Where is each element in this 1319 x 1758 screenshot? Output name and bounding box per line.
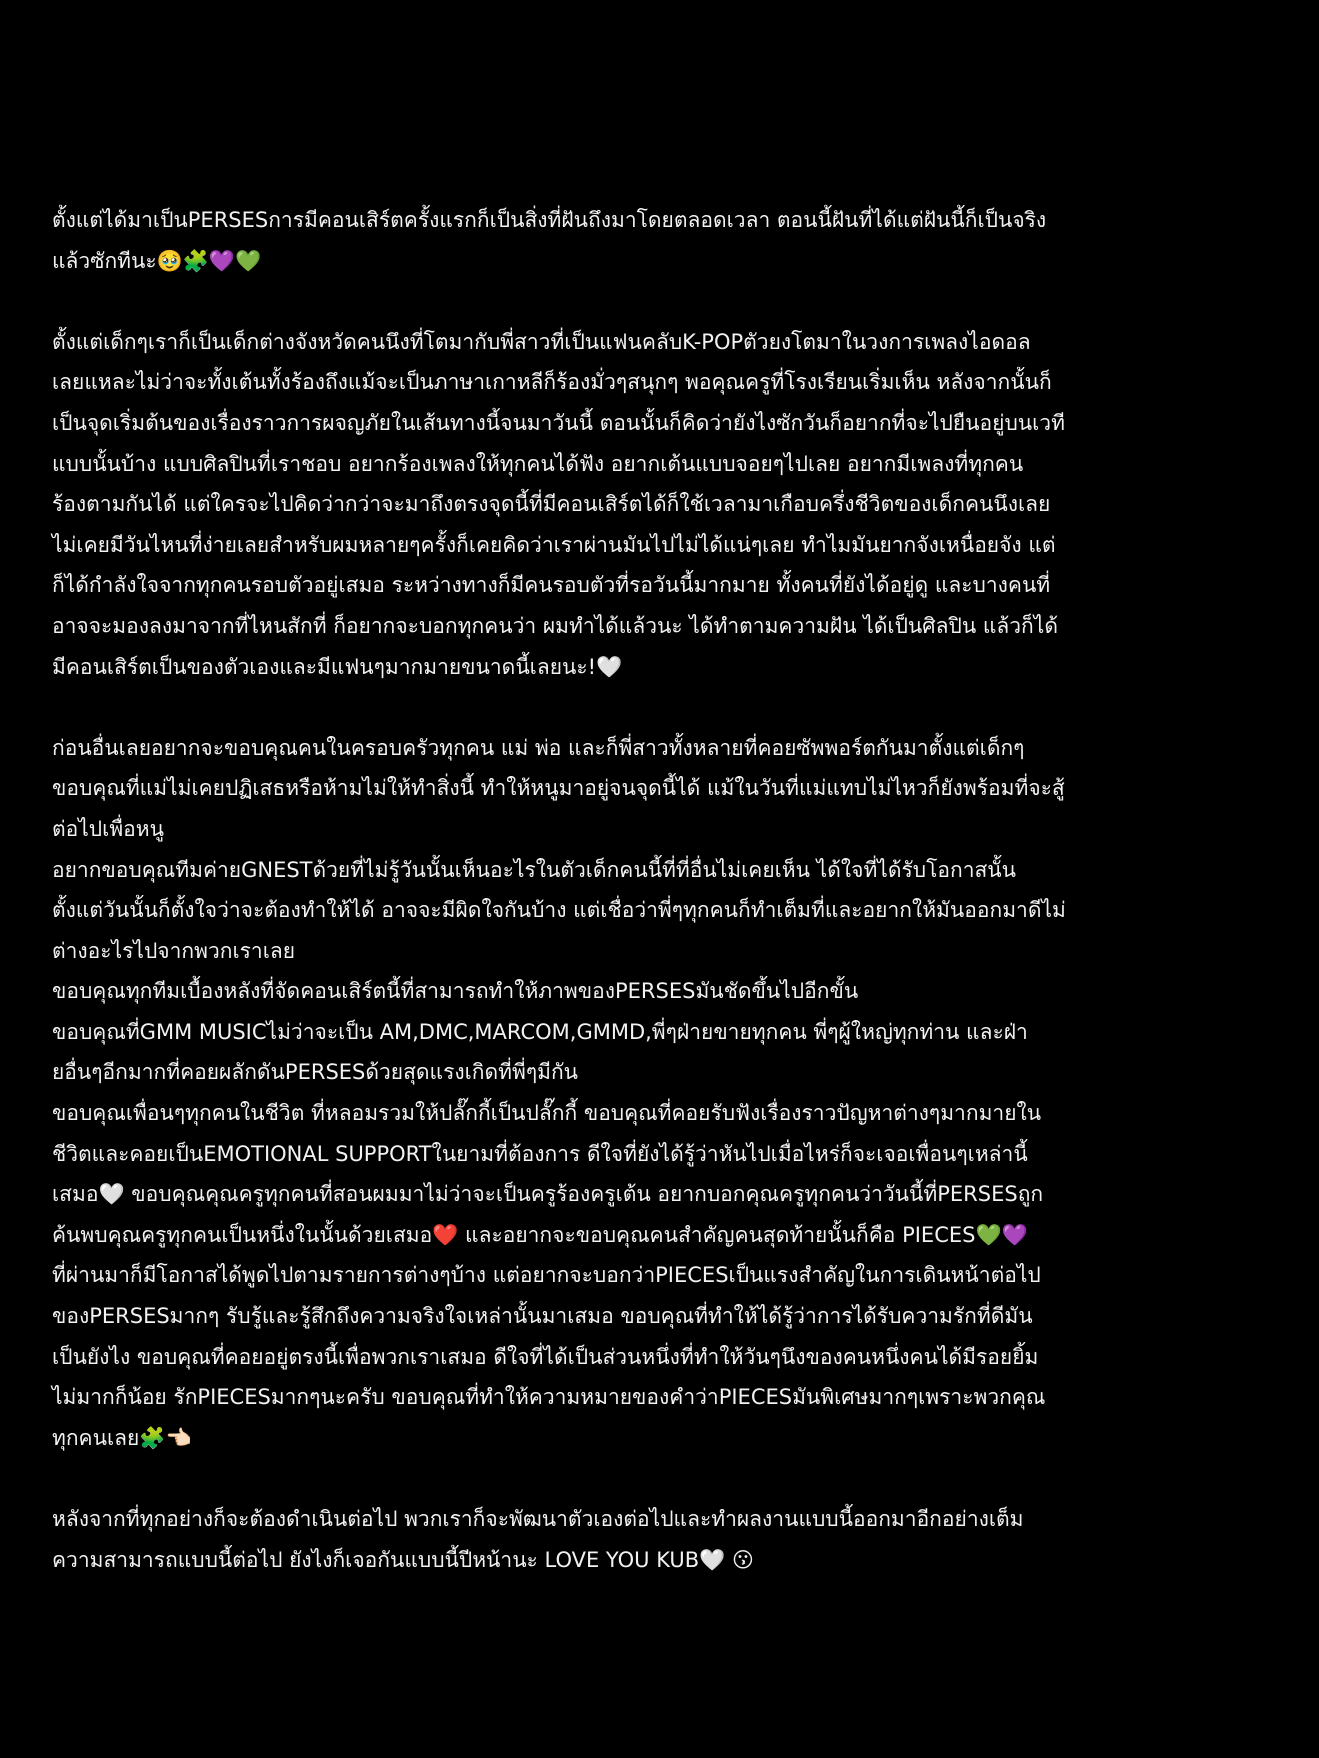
text-line: ต่อไปเพื่อหนู	[52, 816, 164, 841]
text-line: เลยแหละไม่ว่าจะทั้งเต้นทั้งร้องถึงแม้จะเป็นภาษาเกาหลีก็ร้องมั่วๆสนุกๆ พอคุณครูที่โรงเรียนเริ่มเห็น หลังจากนั้นก็	[52, 370, 1052, 395]
text-line: ขอบคุณเพื่อนๆทุกคนในชีวิต ที่หลอมรวมให้ปลั๊กกี้เป็นปลั๊กกี้ ขอบคุณที่คอยรับฟังเรื่องราวปัญหาต่างๆมากมายใน	[52, 1101, 1042, 1126]
text-line: ขอบคุณที่แม่ไม่เคยปฏิเสธหรือห้ามไม่ให้ทำสิ่งนี้ ทำให้หนูมาอยู่จนจุดนี้ได้ แม้ในวันที่แม่แทบไม่ไหวก็ยังพร้อมที่จะสู้	[52, 776, 1065, 801]
paragraph-closing	[52, 1499, 1277, 1580]
text-line: มีคอนเสิร์ตเป็นของตัวเองและมีแฟนๆมากมายขนาดนี้เลยนะ!🤍	[52, 654, 623, 679]
text-line: ขอบคุณทุกทีมเบื้องหลังที่จัดคอนเสิร์ตนี้ที่สามารถทำให้ภาพของPERSESมันชัดขึ้นไปอีกขั้น	[52, 979, 859, 1004]
text-line: ร้องตามกันได้ แต่ใครจะไปคิดว่ากว่าจะมาถึงตรงจุดนี้ที่มีคอนเสิร์ตได้ก็ใช้เวลามาเกือบครึ่งชีวิตของเด็กคนนึงเลย	[52, 492, 1051, 517]
text-line: ตั้งแต่เด็กๆเราก็เป็นเด็กต่างจังหวัดคนนึงที่โตมากับพี่สาวที่เป็นแฟนคลับK-POPตัวยงโตมาในวงการเพลงไอดอล	[52, 329, 1031, 354]
text-line: ค้นพบคุณครูทุกคนเป็นหนึ่งในนั้นด้วยเสมอ❤️ และอยากจะขอบคุณคนสำคัญคนสุดท้ายนั้นก็คือ PIECES💚💜	[52, 1222, 1028, 1247]
text-line: เสมอ🤍 ขอบคุณคุณครูทุกคนที่สอนผมมาไม่ว่าจะเป็นครูร้องครูเต้น อยากบอกคุณครูทุกคนว่าวันนี้ที่PERSESถูก	[52, 1182, 1044, 1207]
text-line: ตั้งแต่วันนั้นก็ตั้งใจว่าจะต้องทำให้ได้ อาจจะมีผิดใจกันบ้าง แต่เชื่อว่าพี่ๆทุกคนก็ทำเต็มที่และอยากให้มันออกมาดีไม่	[52, 898, 1066, 923]
text-line: ขอบคุณที่GMM MUSICไม่ว่าจะเป็น AM,DMC,MARCOM,GMMD,พี่ๆฝ่ายขายทุกคน พี่ๆผู้ใหญ่ทุกท่าน และฝ่า	[52, 1019, 1028, 1044]
paragraph-story	[52, 322, 1277, 687]
text-line: ทุกคนเลย🧩👈🏻	[52, 1425, 192, 1450]
text-line: ชีวิตและคอยเป็นEMOTIONAL SUPPORTในยามที่ต้องการ ดีใจที่ยังได้รู้ว่าหันไปเมื่อไหร่ก็จะเจอเพื่อนๆเหล่านี้	[52, 1141, 1028, 1166]
text-line: ต่างอะไรไปจากพวกเราเลย	[52, 938, 296, 963]
text-line: แล้วซักทีนะ🥹🧩💜💚	[52, 248, 262, 273]
text-line: อาจจะมองลงมาจากที่ไหนสักที่ ก็อยากจะบอกทุกคนว่า ผมทำได้แล้วนะ ได้ทำตามความฝัน ได้เป็นศิลปิน แล้วก็ได้	[52, 613, 1058, 638]
text-line: แบบนั้นบ้าง แบบศิลปินที่เราชอบ อยากร้องเพลงให้ทุกคนได้ฟัง อยากเต้นแบบจอยๆไปเลย อยากมีเพลงที่ทุกคน	[52, 451, 1024, 476]
paragraph-intro	[52, 200, 1277, 281]
text-line: เป็นจุดเริ่มต้นของเรื่องราวการผจญภัยในเส้นทางนี้จนมาวันนี้ ตอนนั้นก็คิดว่ายังไงซักวันก็อยากที่จะไปยืนอยู่บนเวที	[52, 410, 1065, 435]
text-line: เป็นยังไง ขอบคุณที่คอยอยู่ตรงนี้เพื่อพวกเราเสมอ ดีใจที่ได้เป็นส่วนหนึ่งที่ทำให้วันๆนึงของคนหนึ่งคนได้มีรอยยิ้ม	[52, 1344, 1039, 1369]
paragraph-thanks	[52, 728, 1277, 1459]
text-line: อยากขอบคุณทีมค่ายGNESTด้วยที่ไม่รู้วันนั้นเห็นอะไรในตัวเด็กคนนี้ที่ที่อื่นไม่เคยเห็น ได้ใจที่ได้รับโอกาสนั้น	[52, 857, 1017, 882]
text-line: ไม่มากก็น้อย รักPIECESมากๆนะครับ ขอบคุณที่ทำให้ความหมายของคำว่าPIECESมันพิเศษมากๆเพราะพวกคุณ	[52, 1385, 1046, 1410]
text-line: ก่อนอื่นเลยอยากจะขอบคุณคนในครอบครัวทุกคน แม่ พ่อ และก็พี่สาวทั้งหลายที่คอยซัพพอร์ตกันมาตั้งแต่เด็กๆ	[52, 735, 1025, 760]
text-line: ตั้งแต่ได้มาเป็นPERSESการมีคอนเสิร์ตครั้งแรกก็เป็นสิ่งที่ฝันถึงมาโดยตลอดเวลา ตอนนี้ฝันที่ได้แต่ฝันนี้ก็เป็นจริง	[52, 208, 1047, 232]
text-line: ก็ได้กำลังใจจากทุกคนรอบตัวอยู่เสมอ ระหว่างทางก็มีคนรอบตัวที่รอวันนี้มากมาย ทั้งคนที่ยังได้อยู่ดู และบางคนที่	[52, 573, 1051, 598]
text-line: ของPERSESมากๆ รับรู้และรู้สึกถึงความจริงใจเหล่านั้นมาเสมอ ขอบคุณที่ทำให้ได้รู้ว่าการได้รับความรักที่ดีมัน	[52, 1304, 1033, 1329]
text-line: ยอื่นๆอีกมากที่คอยผลักดันPERSESด้วยสุดแรงเกิดที่พี่ๆมีกัน	[52, 1060, 579, 1085]
text-line: ไม่เคยมีวันไหนที่ง่ายเลยสำหรับผมหลายๆครั้งก็เคยคิดว่าเราผ่านมันไปไม่ได้แน่ๆเลย ทำไมมันยากจังเหนื่อยจัง แต่	[52, 532, 1056, 557]
text-line: ความสามารถแบบนี้ต่อไป ยังไงก็เจอกันแบบนี้ปีหน้านะ LOVE YOU KUB🤍 😗	[52, 1547, 754, 1572]
text-line: หลังจากที่ทุกอย่างก็จะต้องดำเนินต่อไป พวกเราก็จะพัฒนาตัวเองต่อไปและทำผลงานแบบนี้ออกมาอีกอย่างเต็ม	[52, 1507, 1024, 1531]
text-line: ที่ผ่านมาก็มีโอกาสได้พูดไปตามรายการต่างๆบ้าง แต่อยากจะบอกว่าPIECESเป็นแรงสำคัญในการเดินหน้าต่อไป	[52, 1263, 1041, 1288]
notes-text	[52, 200, 1277, 1580]
